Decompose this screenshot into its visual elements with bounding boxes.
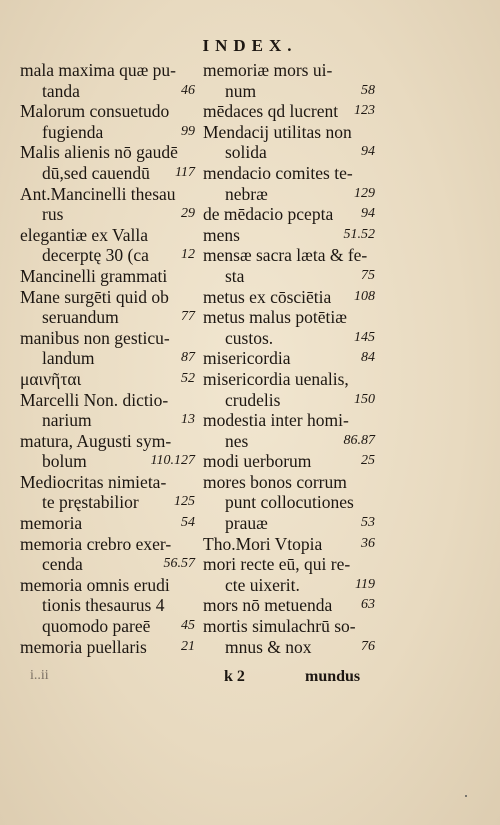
page-reference: 36 (361, 535, 375, 551)
entry-text: Mediocritas nimieta- (20, 471, 167, 492)
entry-text: crudelis (225, 389, 281, 410)
page-reference: 84 (361, 350, 375, 366)
entry-text: tionis thesaurus 4 (42, 595, 165, 616)
index-entry (20, 431, 195, 452)
page-reference: 125 (174, 494, 195, 510)
index-entry (203, 101, 375, 122)
entry-text: solida (225, 142, 267, 163)
index-entry (203, 575, 375, 596)
entry-text: tanda (42, 80, 80, 101)
index-entry (203, 81, 375, 102)
entry-text: matura, Augusti sym- (20, 430, 172, 451)
page-reference: 119 (355, 576, 375, 592)
left-column (20, 60, 195, 657)
index-entry (203, 266, 375, 287)
page-reference: 54 (181, 515, 195, 531)
index-entry (203, 348, 375, 369)
index-entry (20, 554, 195, 575)
entry-text: Mendacij utilitas non (203, 121, 352, 142)
entry-text: num (225, 80, 257, 101)
entry-text: manibus non gesticu- (20, 327, 170, 348)
entry-text: nebræ (225, 183, 268, 204)
index-entry (203, 616, 375, 637)
page-reference: 77 (181, 309, 195, 325)
entry-text: sta (225, 265, 245, 286)
entry-text: mendacio comites te- (203, 162, 353, 183)
entry-text: metus ex cōsciētia (203, 286, 332, 307)
page-reference: 76 (361, 638, 375, 654)
index-entry (203, 122, 375, 143)
page-reference: 58 (361, 82, 375, 98)
index-entry (203, 204, 375, 225)
page-reference: 75 (361, 267, 375, 283)
index-entry (20, 163, 195, 184)
index-entry (20, 122, 195, 143)
index-entry (203, 595, 375, 616)
index-entry (20, 575, 195, 596)
index-entry (20, 204, 195, 225)
entry-text: mortis simulachrū so- (203, 616, 356, 637)
entry-text: memoria crebro exer- (20, 533, 172, 554)
entry-text: de mēdacio pcepta (203, 204, 334, 225)
entry-text: Mane surgēti quid ob (20, 286, 169, 307)
page-reference: 145 (354, 329, 375, 345)
entry-text: memoria (20, 513, 83, 534)
index-entry (20, 492, 195, 513)
page-reference: 45 (181, 618, 195, 634)
entry-text: μαινῆται (20, 368, 82, 389)
page-reference: 13 (181, 412, 195, 428)
entry-text: fugienda (42, 121, 104, 142)
index-entry (203, 307, 375, 328)
entry-text: memoria puellaris (20, 636, 147, 657)
index-entry (203, 328, 375, 349)
index-entry (203, 60, 375, 81)
index-entry (203, 142, 375, 163)
entry-text: custos. (225, 327, 274, 348)
index-entry (20, 60, 195, 81)
entry-text: metus malus potētiæ (203, 307, 347, 328)
entry-text: landum (42, 348, 95, 369)
index-entry (20, 348, 195, 369)
index-entry (203, 554, 375, 575)
index-entry (203, 369, 375, 390)
entry-text: Marcelli Non. dictio- (20, 389, 169, 410)
index-entry (203, 451, 375, 472)
index-entry (20, 81, 195, 102)
entry-text: modestia inter homi- (203, 410, 349, 431)
page-reference: 150 (354, 391, 375, 407)
index-entry (20, 307, 195, 328)
entry-text: memoria omnis erudi (20, 574, 170, 595)
entry-text: rus (42, 204, 64, 225)
page-reference: 94 (361, 144, 375, 160)
index-entry (20, 245, 195, 266)
entry-text: bolum (42, 451, 87, 472)
entry-text: misericordia (203, 348, 291, 369)
entry-text: Malis alienis nō gaudē (20, 142, 178, 163)
index-entry (203, 534, 375, 555)
entry-text: quomodo pareē (42, 616, 151, 637)
index-entry (203, 390, 375, 411)
entry-text: elegantiæ ex Valla (20, 224, 148, 245)
entry-text: misericordia uenalis, (203, 368, 349, 389)
entry-text: seruandum (42, 307, 119, 328)
page-reference: 12 (181, 247, 195, 263)
index-entry (20, 451, 195, 472)
entry-text: te pręstabilior (42, 492, 139, 513)
index-entry (203, 472, 375, 493)
signature-mark: i..ii (30, 668, 49, 683)
page-reference: 129 (354, 185, 375, 201)
entry-text: Tho.Mori Vtopia (203, 533, 323, 554)
index-entry (20, 287, 195, 308)
page-reference: 52 (181, 370, 195, 386)
index-entry (203, 163, 375, 184)
index-entry (20, 369, 195, 390)
index-entry (20, 266, 195, 287)
entry-text: mori recte eū, qui re- (203, 554, 351, 575)
entry-text: mors nō metuenda (203, 595, 333, 616)
entry-text: prauæ (225, 513, 268, 534)
page-reference: 21 (181, 638, 195, 654)
entry-text: narium (42, 410, 92, 431)
entry-text: Ant.Mancinelli thesau (20, 183, 176, 204)
index-entry (203, 492, 375, 513)
right-column (203, 60, 375, 657)
page-reference: 87 (181, 350, 195, 366)
page-reference: 108 (354, 288, 375, 304)
page-reference: 29 (181, 206, 195, 222)
entry-text: mala maxima quæ pu- (20, 60, 177, 80)
entry-text: Malorum consuetudo (20, 101, 170, 122)
entry-text: decerptę 30 (ca (42, 245, 149, 266)
entry-text: Mancinelli grammati (20, 265, 168, 286)
index-entry (203, 431, 375, 452)
page-reference: 25 (361, 453, 375, 469)
paper-speck (465, 795, 467, 797)
index-entry (20, 142, 195, 163)
page-reference: 94 (361, 206, 375, 222)
page-reference: 123 (354, 103, 375, 119)
entry-text: punt collocutiones (225, 492, 354, 513)
page-reference: 46 (181, 82, 195, 98)
entry-text: mensæ sacra læta & fe- (203, 245, 368, 266)
index-entry (203, 637, 375, 658)
index-entry (203, 245, 375, 266)
index-entry (20, 390, 195, 411)
page-reference: 63 (361, 597, 375, 613)
entry-text: nes (225, 430, 249, 451)
page-header: INDEX. (202, 36, 298, 55)
index-entry (20, 637, 195, 658)
index-entry (20, 101, 195, 122)
entry-text: mores bonos corrum (203, 471, 347, 492)
index-entry (20, 472, 195, 493)
entry-text: mnus & nox (225, 636, 312, 657)
index-entry (203, 287, 375, 308)
page-reference: 99 (181, 123, 195, 139)
entry-text: mēdaces qd lucrent (203, 101, 339, 122)
entry-text: memoriæ mors ui- (203, 60, 333, 80)
page-reference: 56.57 (163, 556, 195, 572)
index-entry (203, 225, 375, 246)
index-entry (20, 616, 195, 637)
entry-text: mens (203, 224, 240, 245)
index-entry (20, 513, 195, 534)
index-entry (203, 513, 375, 534)
catchword: mundus (305, 668, 361, 685)
index-entry (20, 184, 195, 205)
page-reference: 51.52 (343, 226, 375, 242)
index-entry (20, 225, 195, 246)
index-entry (20, 410, 195, 431)
page-reference: 110.127 (150, 453, 195, 469)
index-entry (203, 410, 375, 431)
page-reference: 117 (175, 164, 195, 180)
entry-text: cenda (42, 554, 83, 575)
index-entry (20, 328, 195, 349)
page-footer (0, 668, 500, 690)
quire-mark: k 2 (224, 668, 245, 685)
page-reference: 86.87 (343, 432, 375, 448)
page-reference: 53 (361, 515, 375, 531)
index-entry (20, 595, 195, 616)
entry-text: modi uerborum (203, 451, 312, 472)
index-entry (20, 534, 195, 555)
entry-text: dū,sed cauendū (42, 162, 150, 183)
index-entry (203, 184, 375, 205)
entry-text: cte uixerit. (225, 574, 300, 595)
